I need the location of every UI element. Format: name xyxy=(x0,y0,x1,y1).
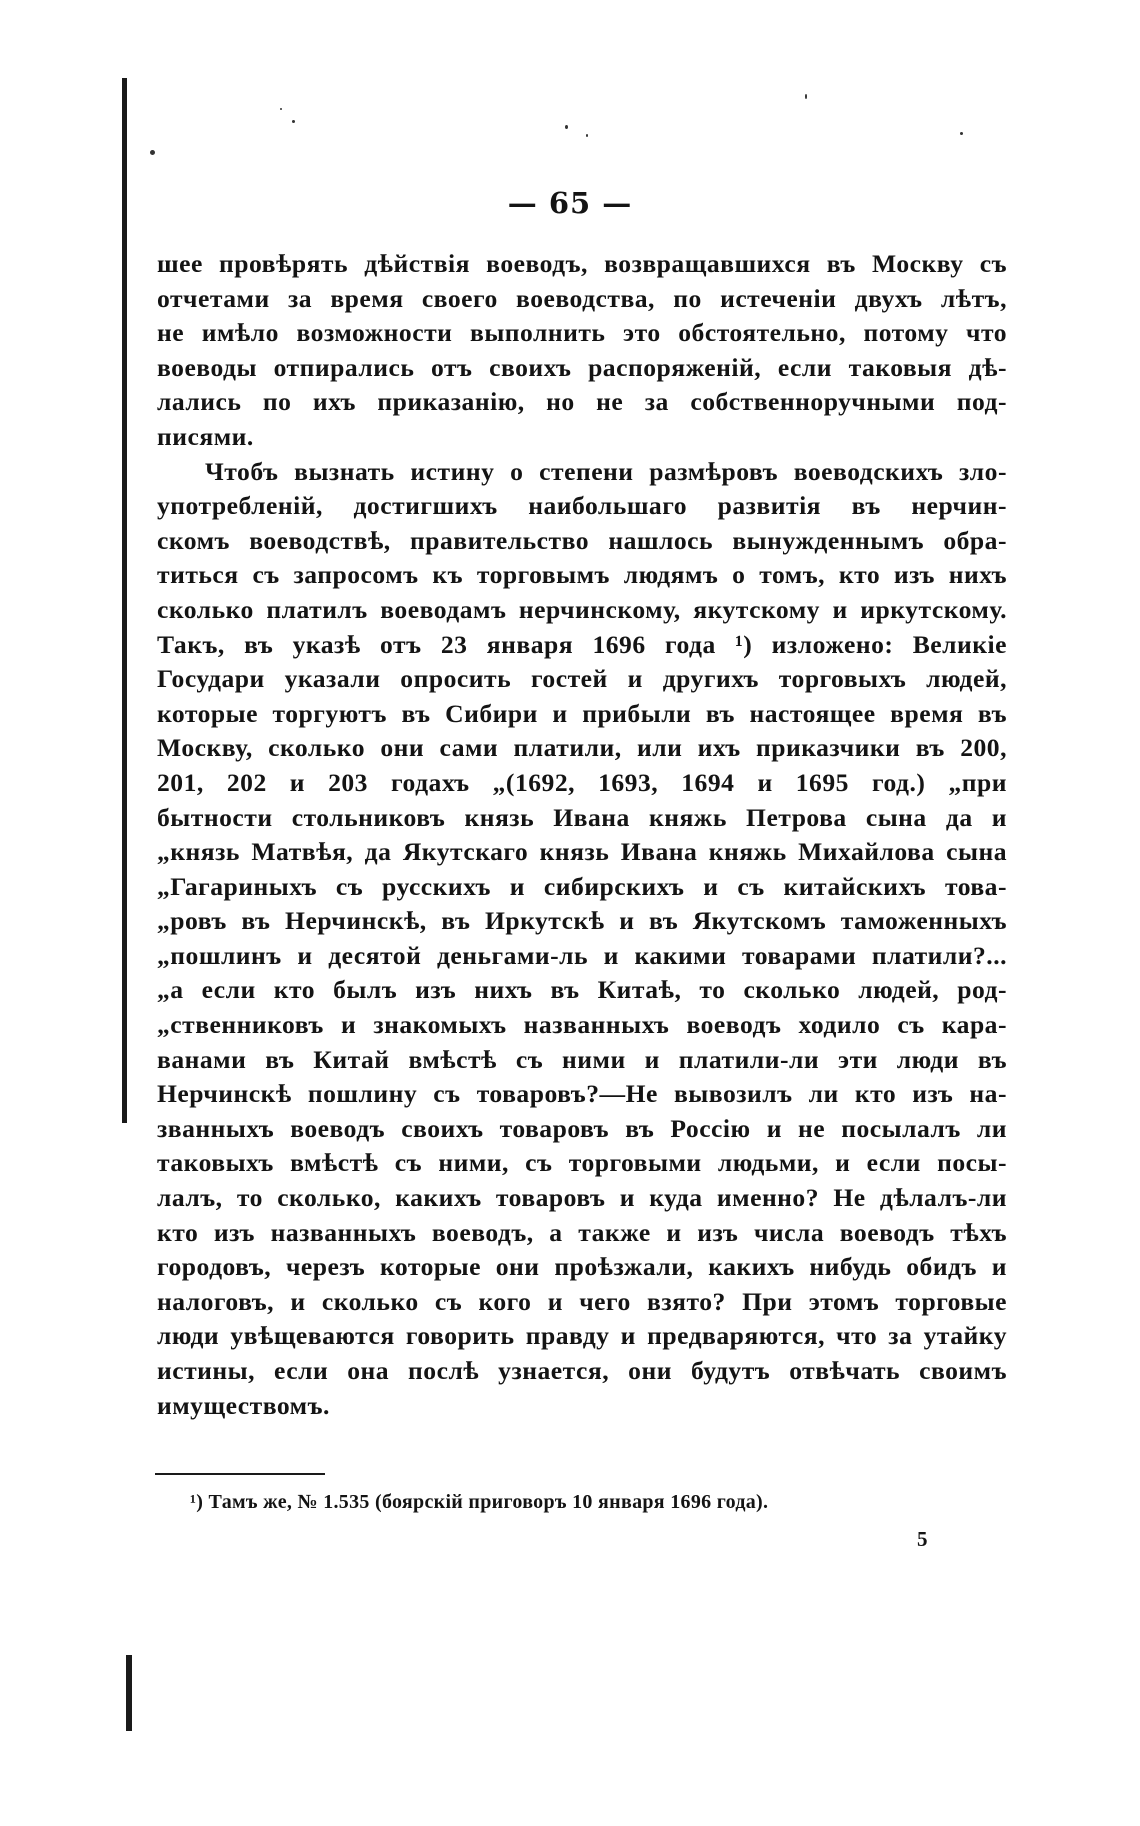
text-line: люди увѣщеваются говорить правду и предваряются, что за утайку xyxy=(157,1321,1007,1351)
footnote: ¹) Тамъ же, № 1.535 (боярскій приговоръ 10 января 1696 года). xyxy=(190,1491,769,1513)
text-line: которые торгуютъ въ Сибири и прибыли въ настоящее время въ xyxy=(157,698,1007,728)
text-line: Москву, сколько они сами платили, или ихъ приказчики въ 200, xyxy=(157,733,1007,763)
scan-speck xyxy=(960,132,963,135)
text-line: не имѣло возможности выполнить это обстоятельно, потому что xyxy=(157,318,1007,348)
text-line: отчетами за время своего воеводства, по истеченіи двухъ лѣтъ, xyxy=(157,283,1007,313)
body-text xyxy=(157,247,1007,1423)
text-line: кто изъ названныхъ воеводъ, а также и изъ числа воеводъ тѣхъ xyxy=(157,1217,1007,1247)
text-line: писями. xyxy=(157,421,254,451)
text-line: „ровъ въ Нерчинскѣ, въ Иркутскѣ и въ Якутскомъ таможенныхъ xyxy=(157,906,1007,936)
text-line: ванами въ Китай вмѣстѣ съ ними и платили-ли эти люди въ xyxy=(157,1044,1007,1074)
text-line: титься съ запросомъ къ торговымъ людямъ о томъ, кто изъ нихъ xyxy=(157,560,1007,590)
text-line: 201, 202 и 203 годахъ „(1692, 1693, 1694 и 1695 год.) „при xyxy=(157,767,1007,797)
scan-speck xyxy=(805,94,807,99)
scan-speck xyxy=(586,134,588,137)
text-line: „а если кто былъ изъ нихъ въ Китаѣ, то сколько людей, род- xyxy=(157,975,1007,1005)
text-line: Такъ, въ указѣ отъ 23 января 1696 года ¹) изложено: Великіе xyxy=(157,629,1007,659)
text-line: „князь Матвѣя, да Якутскаго князь Ивана княжь Михайлова сына xyxy=(157,837,1007,867)
text-line: „ственниковъ и знакомыхъ названныхъ воеводъ ходило съ кара- xyxy=(157,1010,1007,1040)
text-line: городовъ, черезъ которые они проѣзжали, какихъ нибудь обидъ и xyxy=(157,1252,1007,1282)
scan-speck xyxy=(292,120,295,123)
text-line: Государи указали опросить гостей и другихъ торговыхъ людей, xyxy=(157,664,1007,694)
text-line: бытности стольниковъ князь Ивана княжь Петрова сына да и xyxy=(157,802,1007,832)
scan-speck xyxy=(150,150,155,155)
left-margin-rule xyxy=(122,78,127,1123)
text-line: таковыхъ вмѣстѣ съ ними, съ торговыми людьми, и если посы- xyxy=(157,1148,1007,1178)
scan-speck xyxy=(565,125,568,129)
text-line: „пошлинъ и десятой деньгами-ль и какими товарами платили?... xyxy=(157,940,1007,970)
text-line: лались по ихъ приказанію, но не за собственноручными под- xyxy=(157,387,1007,417)
scan-speck xyxy=(280,108,282,110)
text-line: Чтобъ вызнать истину о степени размѣровъ воеводскихъ зло- xyxy=(205,456,1007,486)
text-line: Нерчинскѣ пошлину съ товаровъ?—Не вывозилъ ли кто изъ на- xyxy=(157,1079,1007,1109)
text-line: воеводы отпирались отъ своихъ распоряженій, если таковыя дѣ- xyxy=(157,352,1007,382)
signature-mark: 5 xyxy=(917,1527,928,1551)
text-line: имуществомъ. xyxy=(157,1390,330,1420)
text-line: сколько платилъ воеводамъ нерчинскому, якутскому и иркутскому. xyxy=(157,594,1007,624)
page-number: — 65 — xyxy=(507,186,633,220)
footnote-divider xyxy=(155,1473,325,1475)
text-line: скомъ воеводствѣ, правительство нашлось вынужденнымъ обра- xyxy=(157,525,1007,555)
text-line: налоговъ, и сколько съ кого и чего взято? При этомъ торговые xyxy=(157,1286,1007,1316)
left-margin-rule-bottom xyxy=(126,1655,132,1731)
text-line: истины, если она послѣ узнается, они будутъ отвѣчать своимъ xyxy=(157,1356,1007,1385)
text-line: употребленій, достигшихъ наибольшаго развитія въ нерчин- xyxy=(157,491,1007,521)
text-line: лалъ, то сколько, какихъ товаровъ и куда именно? Не дѣлалъ-ли xyxy=(157,1183,1007,1213)
text-line: „Гагариныхъ съ русскихъ и сибирскихъ и съ китайскихъ това- xyxy=(157,871,1007,901)
text-line: званныхъ воеводъ своихъ товаровъ въ Россію и не посылалъ ли xyxy=(157,1113,1007,1143)
text-line: шее провѣрять дѣйствія воеводъ, возвращавшихся въ Москву съ xyxy=(157,249,1007,278)
